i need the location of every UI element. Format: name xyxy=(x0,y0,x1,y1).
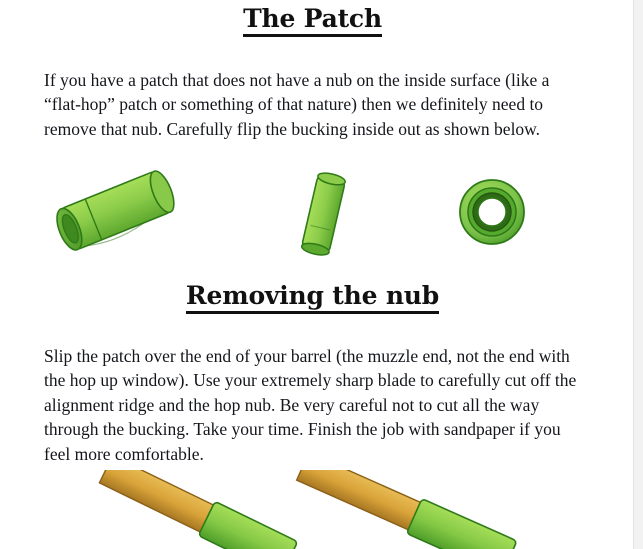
heading-text: The Patch xyxy=(243,4,382,37)
figure-row-barrel-views xyxy=(0,470,625,549)
barrel-with-bucking-left-figure xyxy=(95,470,295,549)
heading-text: Removing the nub xyxy=(186,281,439,314)
page-right-margin xyxy=(633,0,643,549)
section-paragraph-the-patch: If you have a patch that does not have a nub on the inside surface (like a “flat-hop” patch or something of that nature) then we definitely need to remove that nub. Carefully flip the bucking inside out as shown below. xyxy=(44,69,550,139)
section-paragraph-removing-the-nub: Slip the patch over the end of your barrel (the muzzle end, not the end with the hop up window). Use your extremely sharp blade to carefully cut off the alignment ridge and the hop nub. Be very careful not to cut all the way through the bucking. Take your time. Finish the job with sandpaper if you feel more comfortable. xyxy=(44,345,577,464)
figure-row-bucking-views xyxy=(0,160,625,270)
bucking-angled-view-figure xyxy=(48,166,188,266)
barrel-with-bucking-right-figure xyxy=(292,470,522,549)
bucking-end-on-view-figure xyxy=(452,167,532,257)
bucking-flipped-view-figure xyxy=(283,166,363,266)
section-heading-the-patch xyxy=(0,4,625,33)
section-heading-removing-the-nub xyxy=(0,281,625,310)
